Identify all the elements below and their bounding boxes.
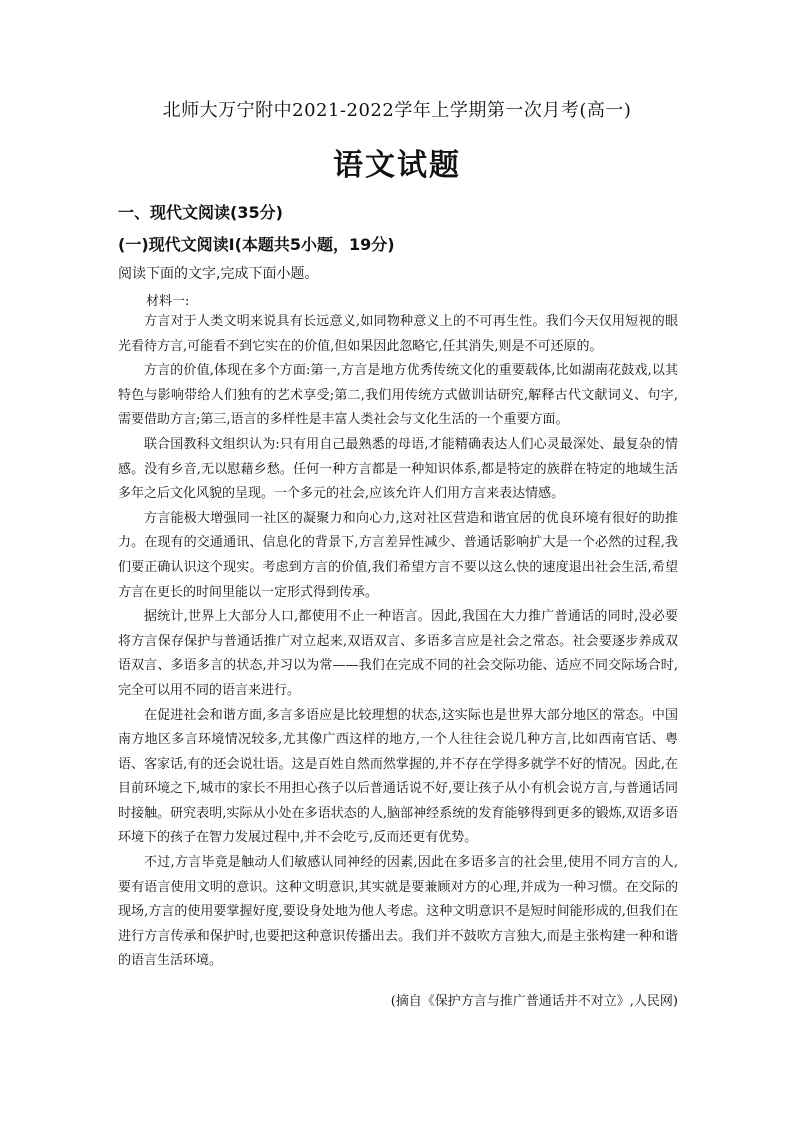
sub-section-heading: (一)现代文阅读Ⅰ(本题共5小题，19分)	[118, 235, 395, 254]
exam-header: 北师大万宁附中2021-2022学年上学期第一次月考(高一)	[162, 100, 632, 121]
passage-paragraph: 方言对于人类文明来说具有长远意义,如同物种意义上的不可再生性。我们今天仅用短视的眼光看待方言,可能看不到它实在的价值,但如果因此忽略它,任其消失,则是不可还原的。	[118, 314, 678, 354]
reading-instruction: 阅读下面的文字,完成下面小题。	[118, 266, 319, 282]
passage-paragraph: 在促进社会和谐方面,多言多语应是比较理想的状态,这实际也是世界大部分地区的常态。中国南方地区多言环境情况较多,尤其像广西这样的地方,一个人往往会说几种方言,比如西南官话、粤语、客家话,有的还会说壮语。这是百姓自然而然掌握的,并不存在学得多就学不好的情况。因此,在目前环境之下,城市的家长不用担心孩子以后普通话说不好,要让孩子从小有机会说方言,与普通话同时接触。研究表明,实际从小处在多语状态的人,脑部神经系统的发育能够得到更多的锻炼,双语多语环境下的孩子在智力发展过程中,并不会吃亏,反而还更有优势。	[118, 707, 678, 846]
page-title: 语文试题	[333, 148, 461, 183]
section-heading: 一、现代文阅读(35分)	[118, 203, 283, 222]
material-label: 材料一:	[146, 294, 190, 309]
source-citation: (摘自《保护方言与推广普通话并不对立》,人民网)	[390, 994, 678, 1009]
passage-paragraph: 联合国教科文组织认为:只有用自己最熟悉的母语,才能精确表达人们心灵最深处、最复杂的情感。没有乡音,无以慰藉乡愁。任何一种方言都是一种知识体系,都是特定的族群在特定的地域生活多年之后文化风貌的呈现。一个多元的社会,应该允许人们用方言来表达情感。	[118, 436, 678, 502]
passage-paragraph: 不过,方言毕竟是触动人们敏感认同神经的因素,因此在多语多言的社会里,使用不同方言的人,要有语言使用文明的意识。这种文明意识,其实就是要兼顾对方的心理,并成为一种习惯。在交际的现场,方言的使用要掌握好度,要设身处地为他人考虑。这种文明意识不是短时间能形成的,但我们在进行方言传承和保护时,也要把这种意识传播出去。我们并不鼓吹方言独大,而是主张构建一种和谐的语言生活环境。	[118, 855, 678, 969]
passage-paragraph: 方言能极大增强同一社区的凝聚力和向心力,这对社区营造和谐宜居的优良环境有很好的助推力。在现有的交通通讯、信息化的背景下,方言差异性减少、普通话影响扩大是一个必然的过程,我们要正确认识这个现实。考虑到方言的价值,我们希望方言不要以这么快的速度退出社会生活,希望方言在更长的时间里能以一定形式得到传承。	[118, 510, 678, 600]
reading-passage	[118, 310, 678, 974]
passage-paragraph: 据统计,世界上大部分人口,都使用不止一种语言。因此,我国在大力推广普通话的同时,没必要将方言保存保护与普通话推广对立起来,双语双言、多语多言应是社会之常态。社会要逐步养成双语双言、多语多言的状态,并习以为常——我们在完成不同的社会交际功能、适应不同交际场合时,完全可以用不同的语言来进行。	[118, 609, 678, 698]
passage-paragraph: 方言的价值,体现在多个方面:第一,方言是地方优秀传统文化的重要载体,比如湖南花鼓戏,以其特色与影响带给人们独有的艺术享受;第二,我们用传统方式做训诂研究,解释古代文献词义、句字,需要借助方言;第三,语言的多样性是丰富人类社会与文化生活的一个重要方面。	[118, 363, 678, 428]
